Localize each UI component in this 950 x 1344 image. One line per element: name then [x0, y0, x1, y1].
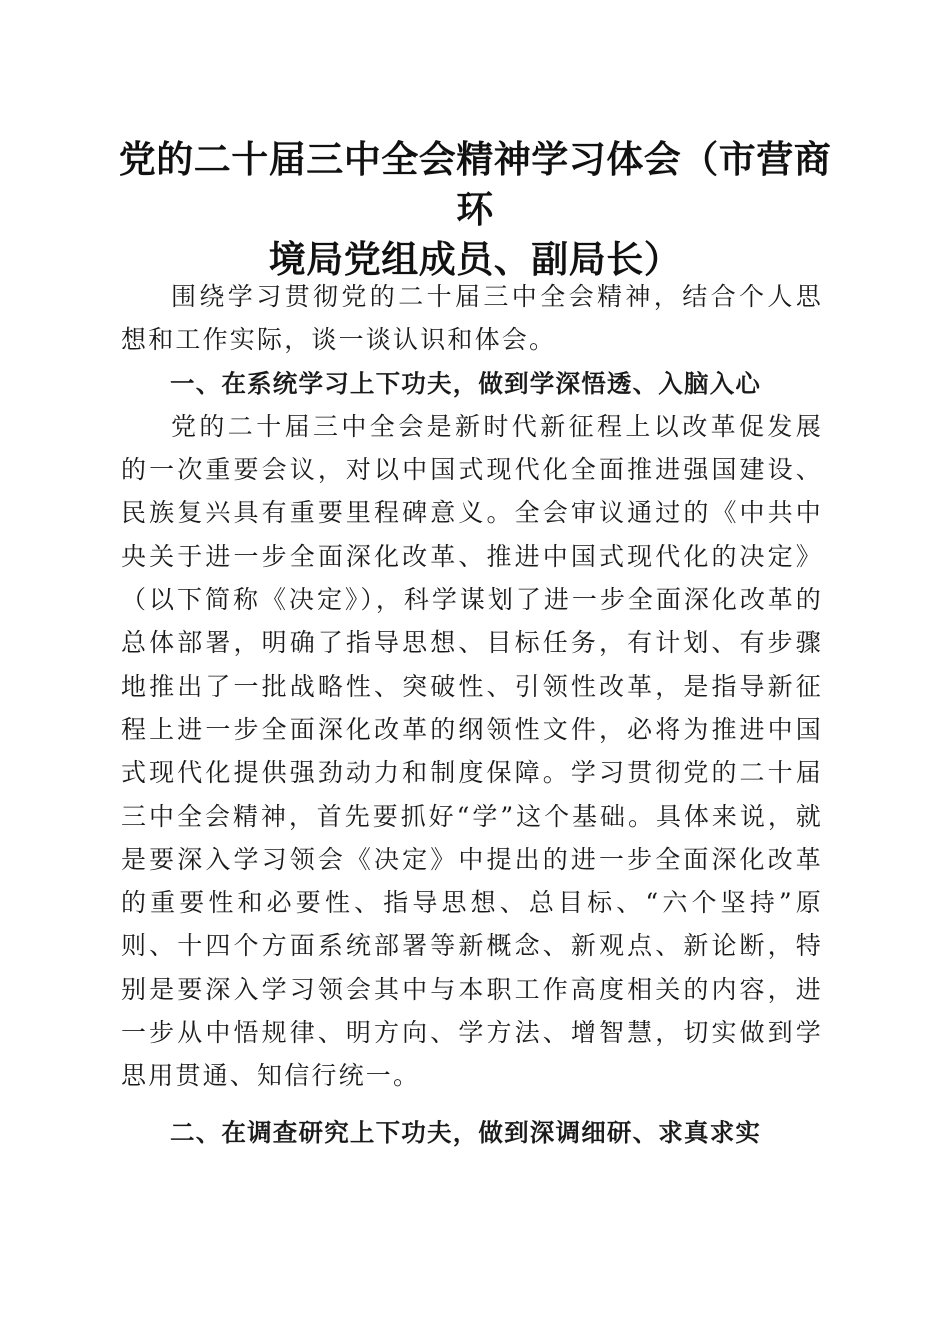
body-paragraph-1: 党的二十届三中全会是新时代新征程上以改革促发展的一次重要会议，对以中国式现代化全面推进强国建设、民族复兴具有重要里程碑意义。全会审议通过的《中共中央关于进一步全面深化改革、推进中国式现代化的决定》（以下简称《决定》），科学谋划了进一步全面深化改革的总体部署，明确了指导思想、目标任务，有计划、有步骤地推出了一批战略性、突破性、引领性改革，是指导新征程上进一步全面深化改革的纲领性文件，必将为推进中国式现代化提供强劲动力和制度保障。学习贯彻党的二十届三中全会精神，首先要抓好“学”这个基础。具体来说，就是要深入学习领会《决定》中提出的进一步全面深化改革的重要性和必要性、指导思想、总目标、“六个坚持”原则、十四个方面系统部署等新概念、新观点、新论断，特别是要深入学习领会其中与本职工作高度相关的内容，进一步从中悟规律、明方向、学方法、增智慧，切实做到学思用贯通、知信行统一。 — [121, 411, 823, 1091]
section-heading-2: 二、在调查研究上下功夫，做到深调细研、求真求实 — [170, 1117, 762, 1147]
intro-paragraph: 围绕学习贯彻党的二十届三中全会精神，结合个人思想和工作实际，谈一谈认识和体会。 — [121, 282, 823, 355]
title-line-1: 党的二十届三中全会精神学习体会（市营商环 — [118, 137, 832, 231]
title-line-2: 境局党组成员、副局长） — [268, 237, 682, 281]
document-body — [121, 275, 823, 1154]
document-title — [110, 134, 840, 284]
section-heading-1: 一、在系统学习上下功夫，做到学深悟透、入脑入心 — [170, 368, 762, 398]
